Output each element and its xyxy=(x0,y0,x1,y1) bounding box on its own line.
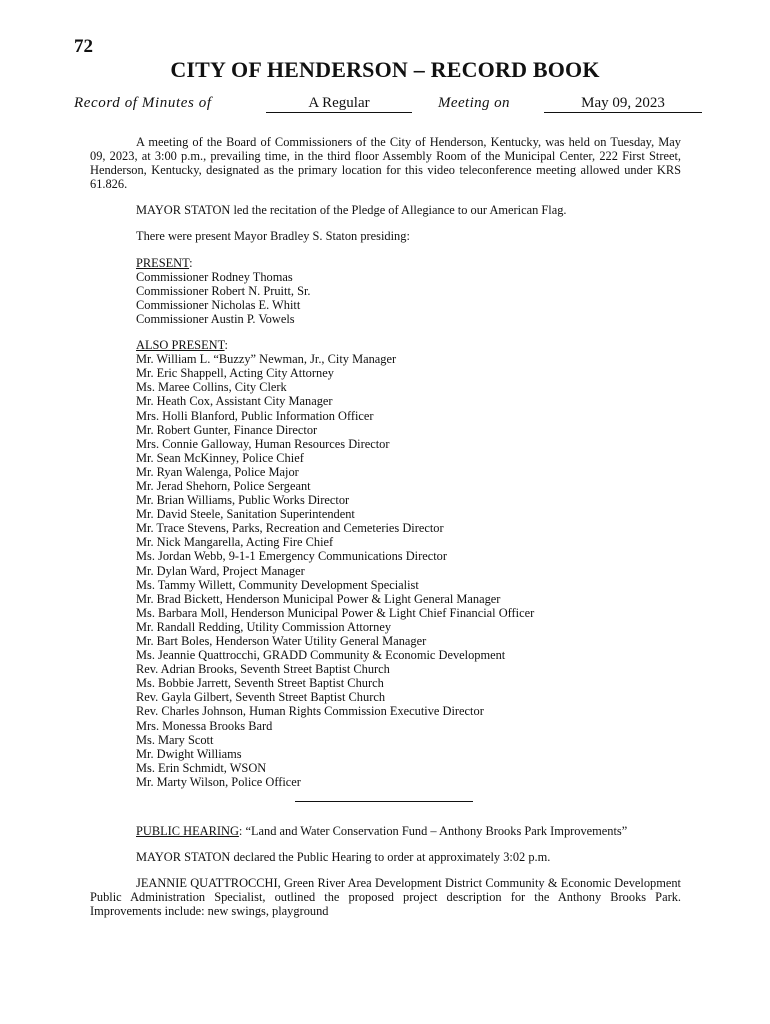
public-hearing-paragraph xyxy=(90,824,681,838)
attendee-line: Mrs. Connie Galloway, Human Resources Director xyxy=(136,436,390,451)
present-heading-colon: : xyxy=(189,255,193,270)
attendee-line: Mr. Nick Mangarella, Acting Fire Chief xyxy=(136,535,334,550)
quattrocchi-paragraph: JEANNIE QUATTROCCHI, Green River Area Development District Community & Economic Development Public Administration Specialist, outlined the proposed project description for the Anthony Brooks Park. Improvements include: new swings, playground xyxy=(90,876,681,919)
attendee-line: Commissioner Rodney Thomas xyxy=(136,269,293,284)
attendee-line: Rev. Adrian Brooks, Seventh Street Baptist Church xyxy=(136,662,390,677)
attendee-line: Commissioner Nicholas E. Whitt xyxy=(136,297,301,312)
presiding-paragraph: There were present Mayor Bradley S. Staton presiding: xyxy=(136,229,410,244)
attendee-line: Mrs. Holli Blanford, Public Information Officer xyxy=(136,408,374,423)
attendee-line: Mr. Sean McKinney, Police Chief xyxy=(136,450,304,465)
record-of-minutes-line xyxy=(74,95,704,115)
meeting-date-value: May 09, 2023 xyxy=(544,95,702,113)
attendee-line: Ms. Erin Schmidt, WSON xyxy=(136,760,267,775)
also-present-heading xyxy=(136,338,681,352)
attendee-line: Mr. Dwight Williams xyxy=(136,746,242,761)
attendee-line: Ms. Jordan Webb, 9-1-1 Emergency Communications Director xyxy=(136,549,447,564)
page-title: CITY OF HENDERSON – RECORD BOOK xyxy=(170,57,600,82)
also-present-heading-label: ALSO PRESENT xyxy=(136,338,225,353)
attendee-line: Ms. Mary Scott xyxy=(136,732,214,747)
attendee-line: Ms. Maree Collins, City Clerk xyxy=(136,380,287,395)
section-divider xyxy=(295,801,473,802)
meeting-on-label: Meeting on xyxy=(438,95,510,111)
attendee-line: Mr. Dylan Ward, Project Manager xyxy=(136,563,305,578)
attendee-line: Mr. Eric Shappell, Acting City Attorney xyxy=(136,366,334,381)
attendee-line: Mr. Robert Gunter, Finance Director xyxy=(136,422,318,437)
attendee-line: Rev. Charles Johnson, Human Rights Commission Executive Director xyxy=(136,704,484,719)
present-heading xyxy=(136,256,681,270)
attendee-line: Mr. Trace Stevens, Parks, Recreation and Cemeteries Director xyxy=(136,521,444,536)
minutes-body xyxy=(90,135,681,931)
public-hearing-title: : “Land and Water Conservation Fund – Anthony Brooks Park Improvements” xyxy=(238,824,628,839)
attendee-line: Mr. Brad Bickett, Henderson Municipal Power & Light General Manager xyxy=(136,591,501,606)
meeting-type-value: A Regular xyxy=(266,95,412,113)
attendee-line: Mrs. Monessa Brooks Bard xyxy=(136,718,273,733)
attendee-line: Ms. Barbara Moll, Henderson Municipal Power & Light Chief Financial Officer xyxy=(136,605,535,620)
attendee-line: Mr. Ryan Walenga, Police Major xyxy=(136,464,299,479)
attendee-line: Ms. Jeannie Quattrocchi, GRADD Community & Economic Development xyxy=(136,648,506,663)
attendee-line: Commissioner Austin P. Vowels xyxy=(136,311,295,326)
page-number: 72 xyxy=(74,36,93,57)
hearing-order-paragraph: MAYOR STATON declared the Public Hearing to order at approximately 3:02 p.m. xyxy=(136,850,551,865)
also-present-items xyxy=(136,352,681,789)
attendee-line: Rev. Gayla Gilbert, Seventh Street Baptist Church xyxy=(136,690,386,705)
attendee-line: Ms. Bobbie Jarrett, Seventh Street Baptist Church xyxy=(136,676,384,691)
attendee-line: Mr. Randall Redding, Utility Commission Attorney xyxy=(136,619,392,634)
attendee-line: Mr. Brian Williams, Public Works Director xyxy=(136,493,350,508)
also-present-heading-colon: : xyxy=(224,338,228,353)
attendee-line: Mr. Marty Wilson, Police Officer xyxy=(136,774,301,789)
attendee-line: Ms. Tammy Willett, Community Development Specialist xyxy=(136,577,419,592)
attendee-line: Commissioner Robert N. Pruitt, Sr. xyxy=(136,283,311,298)
pledge-paragraph: MAYOR STATON led the recitation of the Pledge of Allegiance to our American Flag. xyxy=(136,203,567,218)
intro-paragraph: A meeting of the Board of Commissioners of the City of Henderson, Kentucky, was held on Tuesday, May 09, 2023, at 3:00 p.m., prevailing time, in the third floor Assembly Room of the Municipal Center, 222 First Street, Henderson, Kentucky, designated as the primary location for this video teleconference meeting allowed under KRS 61.826. xyxy=(90,135,681,192)
attendee-line: Mr. Bart Boles, Henderson Water Utility General Manager xyxy=(136,634,427,648)
attendee-line: Mr. Heath Cox, Assistant City Manager xyxy=(136,394,333,409)
public-hearing-label: PUBLIC HEARING xyxy=(136,824,239,839)
attendee-line: Mr. Jerad Shehorn, Police Sergeant xyxy=(136,478,311,493)
present-heading-label: PRESENT xyxy=(136,255,190,270)
also-present-list xyxy=(136,338,681,789)
record-of-minutes-label: Record of Minutes of xyxy=(74,95,212,111)
attendee-line: Mr. William L. “Buzzy” Newman, Jr., City Manager xyxy=(136,352,397,367)
attendee-line: Mr. David Steele, Sanitation Superintendent xyxy=(136,507,355,522)
present-list xyxy=(136,256,681,326)
present-items xyxy=(136,270,681,326)
